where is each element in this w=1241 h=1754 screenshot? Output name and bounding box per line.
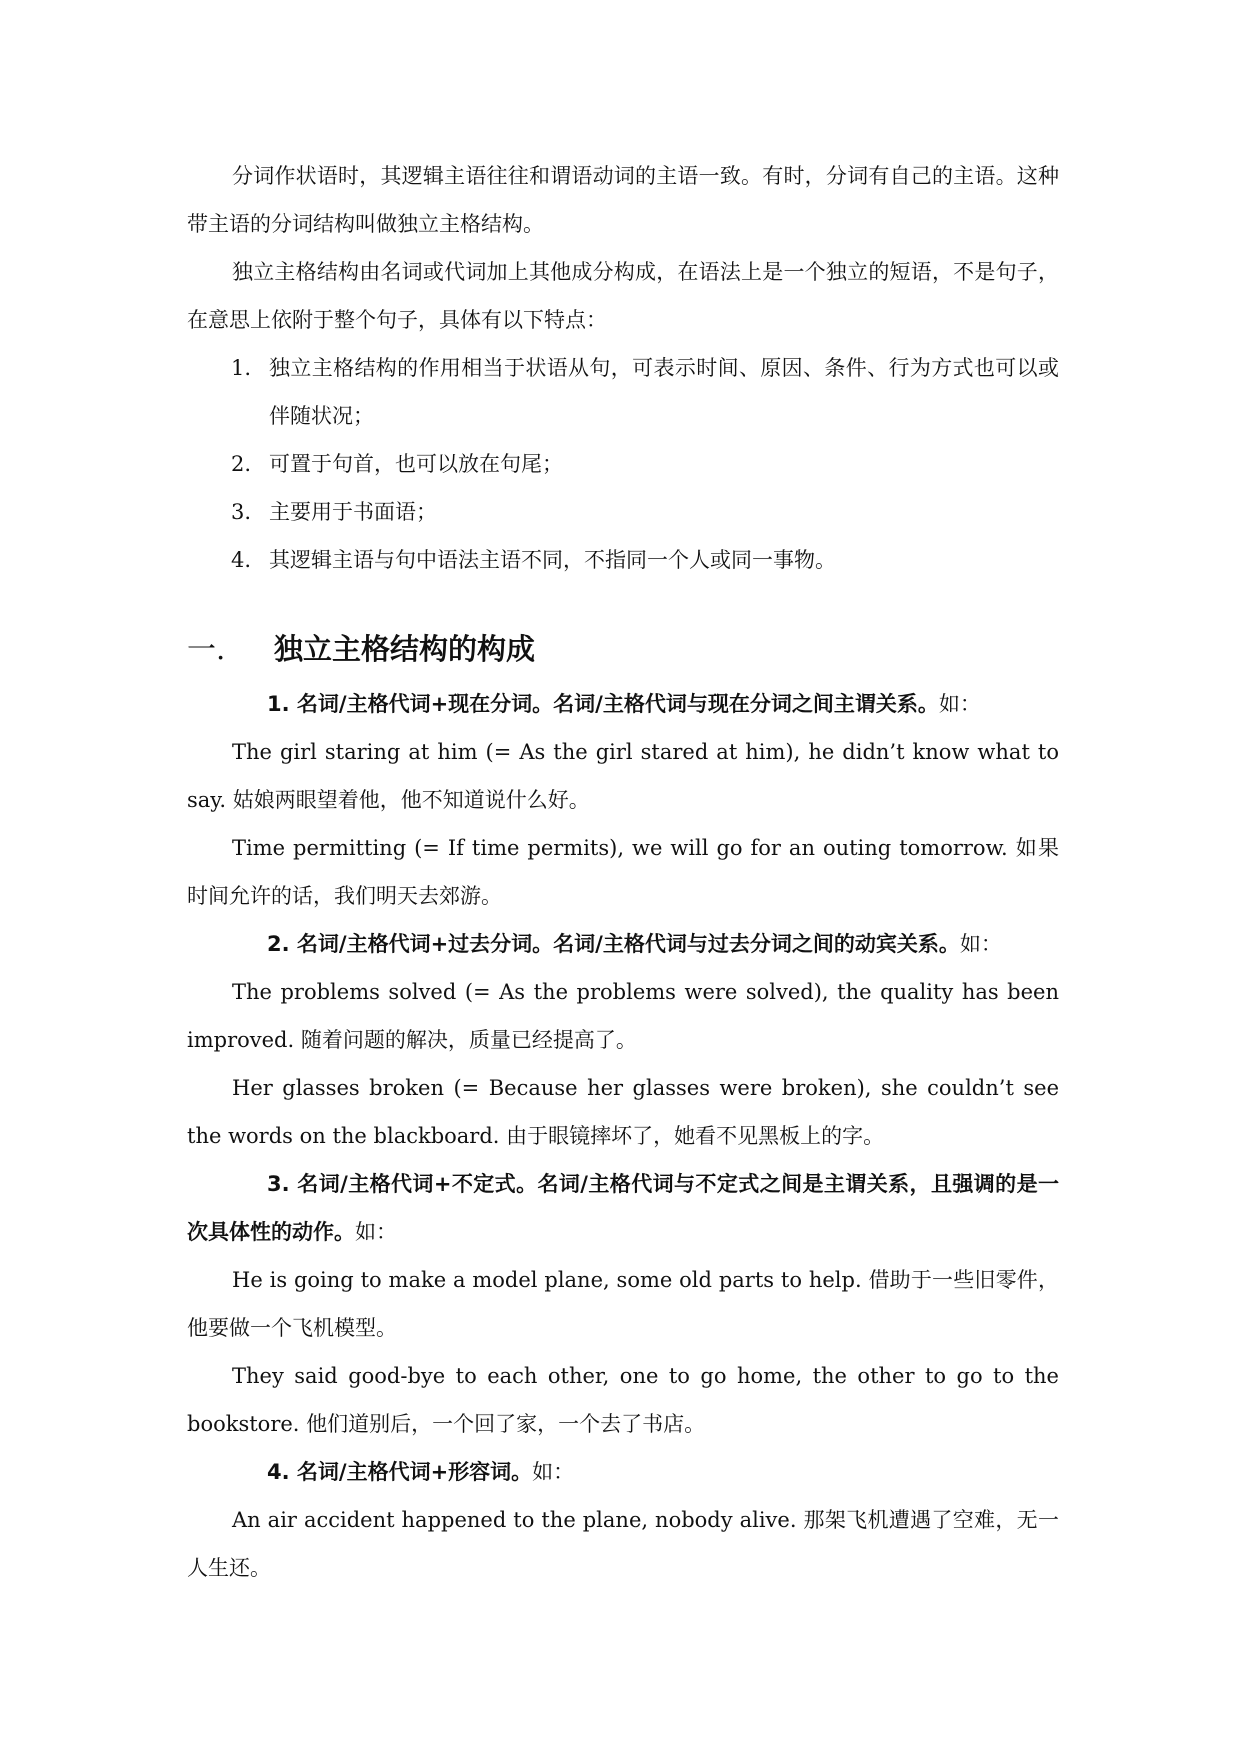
list-item-text: 主要用于书面语； [269,500,437,524]
example-sentence: Her glasses broken (= Because her glasses were broken), she couldn’t see the words on the blackboard. 由于眼镜摔坏了，她看不见黑板上的字。 [187,1076,1059,1148]
list-item-text: 独立主格结构的作用相当于状语从句，可表示时间、原因、条件、行为方式也可以或伴随状况； [269,356,1059,428]
list-item-number: 2. [231,452,252,476]
example-sentence: He is going to make a model plane, some old parts to help. 借助于一些旧零件，他要做一个飞机模型。 [187,1268,1059,1340]
example-sentence: They said good-bye to each other, one to go home, the other to go to the bookstore. 他们道别后，一个回了家，一个去了书店。 [187,1364,1059,1436]
subsection-heading-1 [187,680,1059,728]
list-item-number: 1. [231,356,252,380]
list-item [187,344,1059,440]
subsection-heading-text: 4. 名词/主格代词+形容词。 [267,1460,533,1484]
list-item [187,488,1059,536]
list-item-text: 可置于句首，也可以放在句尾； [269,452,563,476]
subsection-example-intro: 如： [938,692,981,716]
subsection-heading-text: 2. 名词/主格代词+过去分词。名词/主格代词与过去分词之间的动宾关系。 [267,932,960,956]
feature-list [187,344,1059,584]
subsection-heading-2 [187,920,1059,968]
list-item-number: 3. [231,500,252,524]
list-item-text: 其逻辑主语与句中语法主语不同，不指同一个人或同一事物。 [269,548,836,572]
document-body [187,152,1059,1592]
section-title: 独立主格结构的构成 [274,632,536,666]
section-number: 一. [187,632,226,666]
subsection-heading-4 [187,1448,1059,1496]
intro-paragraph-1: 分词作状语时，其逻辑主语往往和谓语动词的主语一致。有时，分词有自己的主语。这种带主语的分词结构叫做独立主格结构。 [187,164,1059,236]
subsection-example-intro: 如： [532,1460,575,1484]
section-heading [187,618,1059,680]
list-item [187,536,1059,584]
example-sentence: Time permitting (= If time permits), we will go for an outing tomorrow. 如果时间允许的话，我们明天去郊游。 [187,836,1059,908]
example-sentence: The problems solved (= As the problems were solved), the quality has been improved. 随着问题的解决，质量已经提高了。 [187,980,1059,1052]
intro-paragraph-2: 独立主格结构由名词或代词加上其他成分构成，在语法上是一个独立的短语，不是句子，在意思上依附于整个句子，具体有以下特点： [187,260,1059,332]
list-item-number: 4. [231,548,252,572]
subsection-heading-text: 3. 名词/主格代词+不定式。名词/主格代词与不定式之间是主谓关系，且强调的是一次具体性的动作。 [187,1172,1059,1244]
example-sentence: The girl staring at him (= As the girl stared at him), he didn’t know what to say. 姑娘两眼望着他，他不知道说什么好。 [187,740,1059,812]
subsection-example-intro: 如： [355,1220,397,1244]
example-sentence: An air accident happened to the plane, nobody alive. 那架飞机遭遇了空难，无一人生还。 [187,1508,1059,1580]
subsection-example-intro: 如： [959,932,1002,956]
subsection-heading-text: 1. 名词/主格代词+现在分词。名词/主格代词与现在分词之间主谓关系。 [267,692,939,716]
list-item [187,440,1059,488]
subsection-heading-3 [187,1160,1059,1256]
